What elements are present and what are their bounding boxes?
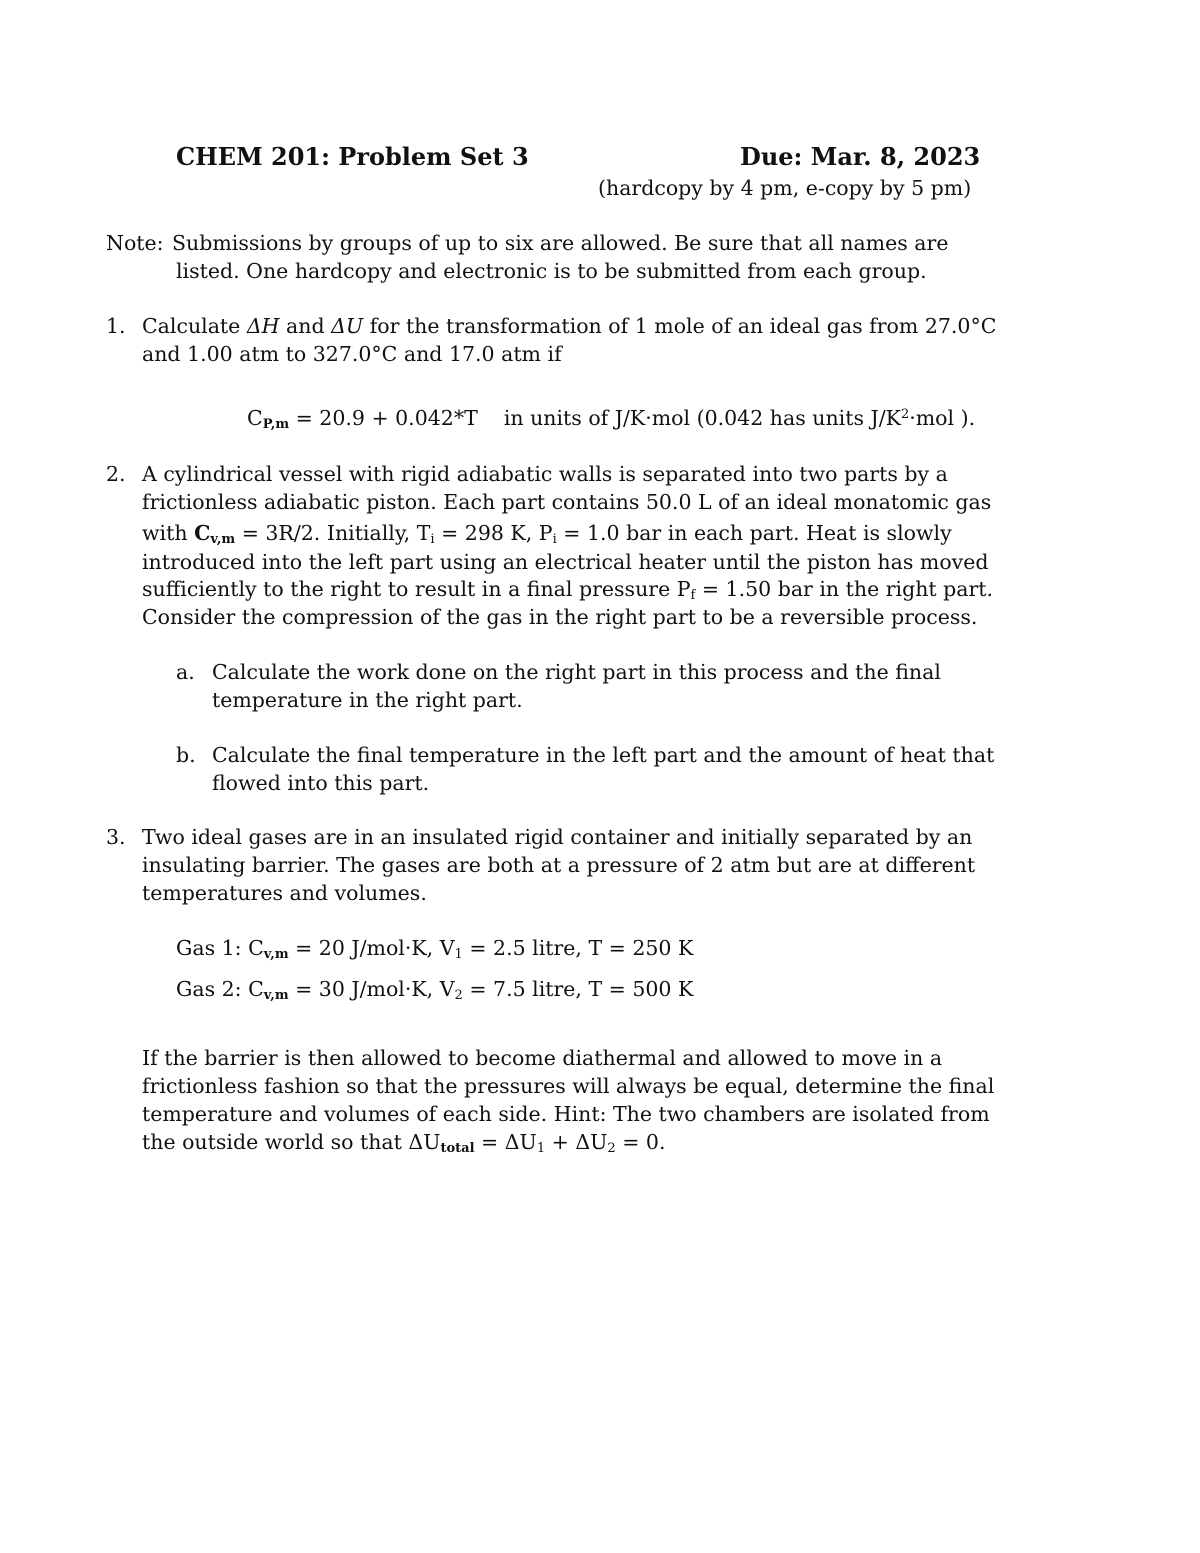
q2a-line-1: Calculate the work done on the right part in this process and the final: [212, 660, 941, 684]
q2b-label: b.: [176, 743, 196, 767]
q1-line-2: and 1.00 atm to 327.0°C and 17.0 atm if: [142, 342, 562, 366]
q3-para-line-2: frictionless fashion so that the pressures will always be equal, determine the final: [142, 1074, 995, 1098]
q3-para-line-4: the outside world so that $\Delta U_{total} = \Delta U_1 + \Delta U_2 = 0$.: [142, 1130, 666, 1156]
q2-line-3: with $C_{v,m} = 3R/2$. Initially, $T_i = 298$ K, $P_i = 1.0$ bar in each part. Heat is slowly: [142, 521, 952, 547]
q3-line-3: temperatures and volumes.: [142, 881, 427, 905]
due-date: Due: Mar. 8, 2023: [740, 142, 981, 171]
q2-line-6: Consider the compression of the gas in the right part to be a reversible process.: [142, 605, 978, 629]
q2b-line-2: flowed into this part.: [212, 771, 430, 795]
note-line-2: listed. One hardcopy and electronic is to be submitted from each group.: [176, 259, 927, 283]
q2b-line-1: Calculate the final temperature in the left part and the amount of heat that: [212, 743, 995, 767]
course-title: CHEM 201: Problem Set 3: [176, 142, 529, 171]
q1-heat-capacity-equation: $C_{P,m} = 20.9 + 0.042*T$ in units of J/K·mol (0.042 has units $J/K^2\cdot mol$ ).: [247, 406, 976, 432]
q2a-line-2: temperature in the right part.: [212, 688, 523, 712]
q2-line-4: introduced into the left part using an electrical heater until the piston has moved: [142, 550, 989, 574]
q3-gas-2: Gas 2: $C_{v,m} = 30$ J/mol·K, $V_2 = 7.5$ litre, T = 500 K: [176, 977, 694, 1003]
q1-line-1: Calculate ΔH and ΔU for the transformation of 1 mole of an ideal gas from 27.0°C: [142, 314, 997, 338]
q3-para-line-3: temperature and volumes of each side. Hint: The two chambers are isolated from: [142, 1102, 990, 1126]
q3-line-1: Two ideal gases are in an insulated rigid container and initially separated by an: [142, 825, 973, 849]
q3-line-2: insulating barrier. The gases are both at a pressure of 2 atm but are at different: [142, 853, 976, 877]
q3-para-line-1: If the barrier is then allowed to become diathermal and allowed to move in a: [142, 1046, 943, 1070]
note-line-1: Submissions by groups of up to six are allowed. Be sure that all names are: [172, 231, 949, 255]
q2-line-1: A cylindrical vessel with rigid adiabatic walls is separated into two parts by a: [142, 462, 948, 486]
q3-gas-1: Gas 1: $C_{v,m} = 20$ J/mol·K, $V_1 = 2.5$ litre, T = 250 K: [176, 936, 694, 962]
submission-times: (hardcopy by 4 pm, e-copy by 5 pm): [598, 176, 972, 200]
q1-number: 1.: [106, 314, 126, 338]
q2a-label: a.: [176, 660, 195, 684]
q3-number: 3.: [106, 825, 126, 849]
q2-line-5: sufficiently to the right to result in a final pressure $P_f = 1.50$ bar in the right part.: [142, 577, 994, 603]
note-label: Note:: [106, 231, 164, 255]
q2-number: 2.: [106, 462, 126, 486]
q2-line-2: frictionless adiabatic piston. Each part contains 50.0 L of an ideal monatomic gas: [142, 490, 992, 514]
